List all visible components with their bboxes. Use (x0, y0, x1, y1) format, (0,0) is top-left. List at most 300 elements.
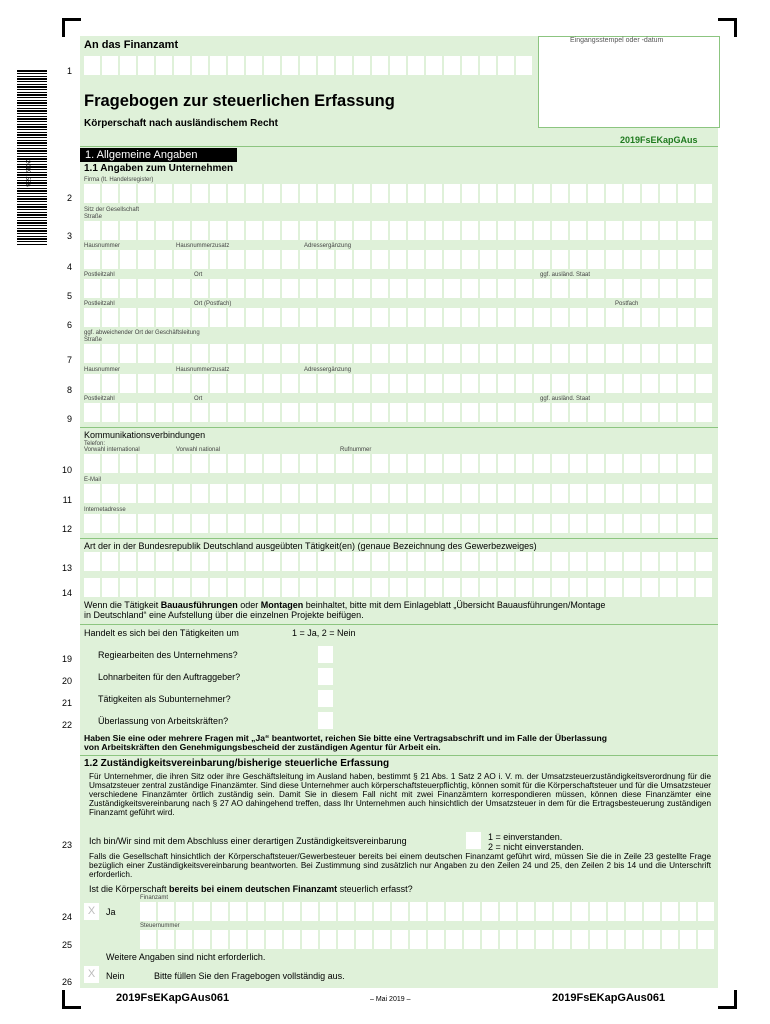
email-char-box[interactable] (84, 484, 100, 503)
abw-plz-ort-char-box[interactable] (534, 403, 550, 422)
abw-plz-ort-char-box[interactable] (588, 403, 604, 422)
firma-char-box[interactable] (318, 184, 334, 203)
plz-ort-char-box[interactable] (156, 279, 172, 298)
finanzamt-name-char-box[interactable] (698, 902, 714, 921)
firma-char-box[interactable] (246, 184, 262, 203)
firma-char-box[interactable] (462, 184, 478, 203)
finanzamt-name-char-box[interactable] (680, 902, 696, 921)
taetigkeit2-char-box[interactable] (588, 578, 604, 597)
telefon-char-box[interactable] (192, 454, 208, 473)
email-char-box[interactable] (570, 484, 586, 503)
steuernummer-char-box[interactable] (338, 930, 354, 949)
finanzamt-char-box[interactable] (282, 56, 298, 75)
taetigkeit2-char-box[interactable] (552, 578, 568, 597)
email-char-box[interactable] (372, 484, 388, 503)
steuernummer-char-box[interactable] (176, 930, 192, 949)
abw-hausnummer-char-box[interactable] (678, 374, 694, 393)
taetigkeit2-char-box[interactable] (678, 578, 694, 597)
strasse-char-box[interactable] (624, 221, 640, 240)
plz-ort-char-box[interactable] (264, 279, 280, 298)
plz-ort-char-box[interactable] (678, 279, 694, 298)
strasse-char-box[interactable] (426, 221, 442, 240)
telefon-char-box[interactable] (354, 454, 370, 473)
strasse-char-box[interactable] (354, 221, 370, 240)
internet-char-box[interactable] (660, 514, 676, 533)
abw-plz-ort-char-box[interactable] (246, 403, 262, 422)
firma-char-box[interactable] (192, 184, 208, 203)
taetigkeit1-char-box[interactable] (354, 552, 370, 571)
abw-hausnummer-char-box[interactable] (462, 374, 478, 393)
strasse-char-box[interactable] (246, 221, 262, 240)
strasse-char-box[interactable] (264, 221, 280, 240)
hausnummer-char-box[interactable] (588, 250, 604, 269)
abw-hausnummer-char-box[interactable] (390, 374, 406, 393)
taetigkeit1-char-box[interactable] (552, 552, 568, 571)
telefon-char-box[interactable] (246, 454, 262, 473)
hausnummer-char-box[interactable] (210, 250, 226, 269)
steuernummer-char-box[interactable] (572, 930, 588, 949)
abw-plz-ort-char-box[interactable] (624, 403, 640, 422)
strasse-char-box[interactable] (462, 221, 478, 240)
steuernummer-char-box[interactable] (302, 930, 318, 949)
email-char-box[interactable] (390, 484, 406, 503)
postfach-char-box[interactable] (408, 308, 424, 327)
plz-ort-char-box[interactable] (642, 279, 658, 298)
firma-char-box[interactable] (174, 184, 190, 203)
abw-plz-ort-char-box[interactable] (498, 403, 514, 422)
hausnummer-char-box[interactable] (696, 250, 712, 269)
finanzamt-char-box[interactable] (390, 56, 406, 75)
abw-plz-ort-char-box[interactable] (372, 403, 388, 422)
plz-ort-char-box[interactable] (570, 279, 586, 298)
abw-plz-ort-char-box[interactable] (336, 403, 352, 422)
finanzamt-char-box[interactable] (462, 56, 478, 75)
abw-strasse-char-box[interactable] (588, 344, 604, 363)
internet-char-box[interactable] (516, 514, 532, 533)
postfach-char-box[interactable] (192, 308, 208, 327)
finanzamt-name-char-box[interactable] (320, 902, 336, 921)
finanzamt-name-char-box[interactable] (590, 902, 606, 921)
strasse-char-box[interactable] (336, 221, 352, 240)
postfach-char-box[interactable] (390, 308, 406, 327)
taetigkeit2-char-box[interactable] (372, 578, 388, 597)
taetigkeit2-char-box[interactable] (426, 578, 442, 597)
finanzamt-char-box[interactable] (156, 56, 172, 75)
abw-plz-ort-char-box[interactable] (462, 403, 478, 422)
abw-strasse-char-box[interactable] (138, 344, 154, 363)
plz-ort-char-box[interactable] (318, 279, 334, 298)
plz-ort-char-box[interactable] (192, 279, 208, 298)
email-char-box[interactable] (606, 484, 622, 503)
postfach-char-box[interactable] (246, 308, 262, 327)
steuernummer-char-box[interactable] (482, 930, 498, 949)
plz-ort-char-box[interactable] (426, 279, 442, 298)
telefon-char-box[interactable] (624, 454, 640, 473)
email-char-box[interactable] (642, 484, 658, 503)
taetigkeit2-char-box[interactable] (102, 578, 118, 597)
abw-hausnummer-char-box[interactable] (120, 374, 136, 393)
postfach-char-box[interactable] (300, 308, 316, 327)
firma-char-box[interactable] (300, 184, 316, 203)
telefon-char-box[interactable] (426, 454, 442, 473)
internet-char-box[interactable] (372, 514, 388, 533)
plz-ort-char-box[interactable] (102, 279, 118, 298)
plz-ort-char-box[interactable] (480, 279, 496, 298)
abw-hausnummer-char-box[interactable] (642, 374, 658, 393)
hausnummer-char-box[interactable] (678, 250, 694, 269)
taetigkeit2-char-box[interactable] (300, 578, 316, 597)
hausnummer-char-box[interactable] (318, 250, 334, 269)
abw-strasse-char-box[interactable] (336, 344, 352, 363)
taetigkeit1-char-box[interactable] (138, 552, 154, 571)
abw-strasse-char-box[interactable] (372, 344, 388, 363)
abw-strasse-char-box[interactable] (660, 344, 676, 363)
plz-ort-char-box[interactable] (624, 279, 640, 298)
plz-ort-char-box[interactable] (552, 279, 568, 298)
hausnummer-char-box[interactable] (624, 250, 640, 269)
taetigkeit1-char-box[interactable] (102, 552, 118, 571)
telefon-char-box[interactable] (84, 454, 100, 473)
finanzamt-char-box[interactable] (84, 56, 100, 75)
finanzamt-name-char-box[interactable] (446, 902, 462, 921)
abw-strasse-char-box[interactable] (300, 344, 316, 363)
finanzamt-name-char-box[interactable] (248, 902, 264, 921)
email-char-box[interactable] (228, 484, 244, 503)
taetigkeit2-char-box[interactable] (624, 578, 640, 597)
plz-ort-char-box[interactable] (498, 279, 514, 298)
postfach-char-box[interactable] (102, 308, 118, 327)
postfach-char-box[interactable] (318, 308, 334, 327)
taetigkeit1-char-box[interactable] (444, 552, 460, 571)
taetigkeit2-char-box[interactable] (606, 578, 622, 597)
hausnummer-char-box[interactable] (246, 250, 262, 269)
taetigkeit1-char-box[interactable] (534, 552, 550, 571)
strasse-char-box[interactable] (480, 221, 496, 240)
abw-hausnummer-char-box[interactable] (696, 374, 712, 393)
postfach-char-box[interactable] (678, 308, 694, 327)
abw-strasse-char-box[interactable] (102, 344, 118, 363)
postfach-char-box[interactable] (264, 308, 280, 327)
internet-char-box[interactable] (588, 514, 604, 533)
taetigkeit1-char-box[interactable] (696, 552, 712, 571)
firma-char-box[interactable] (552, 184, 568, 203)
finanzamt-char-box[interactable] (264, 56, 280, 75)
taetigkeit2-char-box[interactable] (462, 578, 478, 597)
finanzamt-char-box[interactable] (300, 56, 316, 75)
abw-strasse-char-box[interactable] (624, 344, 640, 363)
abw-hausnummer-char-box[interactable] (570, 374, 586, 393)
finanzamt-char-box[interactable] (354, 56, 370, 75)
telefon-char-box[interactable] (480, 454, 496, 473)
abw-strasse-char-box[interactable] (462, 344, 478, 363)
internet-char-box[interactable] (534, 514, 550, 533)
steuernummer-char-box[interactable] (212, 930, 228, 949)
abw-strasse-char-box[interactable] (210, 344, 226, 363)
email-char-box[interactable] (120, 484, 136, 503)
firma-char-box[interactable] (264, 184, 280, 203)
abw-hausnummer-char-box[interactable] (660, 374, 676, 393)
finanzamt-name-char-box[interactable] (284, 902, 300, 921)
internet-char-box[interactable] (156, 514, 172, 533)
finanzamt-name-char-box[interactable] (392, 902, 408, 921)
steuernummer-char-box[interactable] (680, 930, 696, 949)
plz-ort-char-box[interactable] (588, 279, 604, 298)
abw-strasse-char-box[interactable] (606, 344, 622, 363)
taetigkeit1-char-box[interactable] (318, 552, 334, 571)
abw-plz-ort-char-box[interactable] (102, 403, 118, 422)
firma-char-box[interactable] (642, 184, 658, 203)
hausnummer-char-box[interactable] (534, 250, 550, 269)
finanzamt-name-char-box[interactable] (500, 902, 516, 921)
plz-ort-char-box[interactable] (84, 279, 100, 298)
taetigkeit2-char-box[interactable] (444, 578, 460, 597)
plz-ort-char-box[interactable] (228, 279, 244, 298)
strasse-char-box[interactable] (408, 221, 424, 240)
abw-strasse-char-box[interactable] (480, 344, 496, 363)
finanzamt-char-box[interactable] (120, 56, 136, 75)
taetigkeit1-char-box[interactable] (642, 552, 658, 571)
email-char-box[interactable] (624, 484, 640, 503)
email-char-box[interactable] (660, 484, 676, 503)
finanzamt-char-box[interactable] (372, 56, 388, 75)
abw-hausnummer-char-box[interactable] (282, 374, 298, 393)
finanzamt-char-box[interactable] (408, 56, 424, 75)
abw-hausnummer-char-box[interactable] (246, 374, 262, 393)
internet-char-box[interactable] (282, 514, 298, 533)
hausnummer-char-box[interactable] (354, 250, 370, 269)
hausnummer-char-box[interactable] (336, 250, 352, 269)
firma-char-box[interactable] (138, 184, 154, 203)
taetigkeit2-char-box[interactable] (156, 578, 172, 597)
firma-char-box[interactable] (624, 184, 640, 203)
plz-ort-char-box[interactable] (210, 279, 226, 298)
firma-char-box[interactable] (444, 184, 460, 203)
strasse-char-box[interactable] (588, 221, 604, 240)
abw-plz-ort-char-box[interactable] (390, 403, 406, 422)
finanzamt-name-char-box[interactable] (518, 902, 534, 921)
abw-hausnummer-char-box[interactable] (480, 374, 496, 393)
firma-char-box[interactable] (678, 184, 694, 203)
abw-plz-ort-char-box[interactable] (552, 403, 568, 422)
abw-plz-ort-char-box[interactable] (408, 403, 424, 422)
q19-input[interactable] (318, 646, 333, 663)
postfach-char-box[interactable] (228, 308, 244, 327)
strasse-char-box[interactable] (696, 221, 712, 240)
abw-hausnummer-char-box[interactable] (444, 374, 460, 393)
steuernummer-char-box[interactable] (662, 930, 678, 949)
steuernummer-char-box[interactable] (590, 930, 606, 949)
taetigkeit1-char-box[interactable] (84, 552, 100, 571)
abw-plz-ort-char-box[interactable] (120, 403, 136, 422)
abw-hausnummer-char-box[interactable] (318, 374, 334, 393)
firma-char-box[interactable] (282, 184, 298, 203)
finanzamt-name-char-box[interactable] (140, 902, 156, 921)
hausnummer-char-box[interactable] (192, 250, 208, 269)
hausnummer-char-box[interactable] (426, 250, 442, 269)
steuernummer-char-box[interactable] (518, 930, 534, 949)
taetigkeit2-char-box[interactable] (642, 578, 658, 597)
postfach-char-box[interactable] (84, 308, 100, 327)
internet-char-box[interactable] (84, 514, 100, 533)
abw-hausnummer-char-box[interactable] (228, 374, 244, 393)
postfach-char-box[interactable] (156, 308, 172, 327)
taetigkeit1-char-box[interactable] (372, 552, 388, 571)
finanzamt-char-box[interactable] (246, 56, 262, 75)
strasse-char-box[interactable] (516, 221, 532, 240)
telefon-char-box[interactable] (120, 454, 136, 473)
internet-char-box[interactable] (444, 514, 460, 533)
postfach-char-box[interactable] (624, 308, 640, 327)
steuernummer-char-box[interactable] (320, 930, 336, 949)
abw-plz-ort-char-box[interactable] (354, 403, 370, 422)
hausnummer-char-box[interactable] (228, 250, 244, 269)
taetigkeit1-char-box[interactable] (120, 552, 136, 571)
abw-strasse-char-box[interactable] (552, 344, 568, 363)
firma-char-box[interactable] (408, 184, 424, 203)
strasse-char-box[interactable] (552, 221, 568, 240)
q22-input[interactable] (318, 712, 333, 729)
abw-plz-ort-char-box[interactable] (660, 403, 676, 422)
telefon-char-box[interactable] (372, 454, 388, 473)
telefon-char-box[interactable] (642, 454, 658, 473)
plz-ort-char-box[interactable] (282, 279, 298, 298)
internet-char-box[interactable] (192, 514, 208, 533)
postfach-char-box[interactable] (534, 308, 550, 327)
taetigkeit2-char-box[interactable] (228, 578, 244, 597)
firma-char-box[interactable] (390, 184, 406, 203)
abw-plz-ort-char-box[interactable] (678, 403, 694, 422)
postfach-char-box[interactable] (372, 308, 388, 327)
abw-plz-ort-char-box[interactable] (264, 403, 280, 422)
abw-strasse-char-box[interactable] (246, 344, 262, 363)
internet-char-box[interactable] (120, 514, 136, 533)
plz-ort-char-box[interactable] (138, 279, 154, 298)
internet-char-box[interactable] (426, 514, 442, 533)
taetigkeit2-char-box[interactable] (282, 578, 298, 597)
postfach-char-box[interactable] (588, 308, 604, 327)
internet-char-box[interactable] (498, 514, 514, 533)
finanzamt-char-box[interactable] (336, 56, 352, 75)
plz-ort-char-box[interactable] (120, 279, 136, 298)
abw-strasse-char-box[interactable] (678, 344, 694, 363)
email-char-box[interactable] (174, 484, 190, 503)
internet-char-box[interactable] (462, 514, 478, 533)
steuernummer-char-box[interactable] (248, 930, 264, 949)
abw-plz-ort-char-box[interactable] (174, 403, 190, 422)
email-char-box[interactable] (318, 484, 334, 503)
strasse-char-box[interactable] (678, 221, 694, 240)
abw-strasse-char-box[interactable] (426, 344, 442, 363)
hausnummer-char-box[interactable] (120, 250, 136, 269)
strasse-char-box[interactable] (102, 221, 118, 240)
firma-char-box[interactable] (336, 184, 352, 203)
steuernummer-char-box[interactable] (374, 930, 390, 949)
strasse-char-box[interactable] (372, 221, 388, 240)
strasse-char-box[interactable] (318, 221, 334, 240)
steuernummer-char-box[interactable] (644, 930, 660, 949)
internet-char-box[interactable] (408, 514, 424, 533)
taetigkeit1-char-box[interactable] (408, 552, 424, 571)
strasse-char-box[interactable] (300, 221, 316, 240)
steuernummer-char-box[interactable] (446, 930, 462, 949)
finanzamt-char-box[interactable] (318, 56, 334, 75)
email-char-box[interactable] (138, 484, 154, 503)
strasse-char-box[interactable] (570, 221, 586, 240)
abw-hausnummer-char-box[interactable] (84, 374, 100, 393)
taetigkeit1-char-box[interactable] (174, 552, 190, 571)
taetigkeit1-char-box[interactable] (264, 552, 280, 571)
taetigkeit1-char-box[interactable] (390, 552, 406, 571)
internet-char-box[interactable] (678, 514, 694, 533)
steuernummer-char-box[interactable] (536, 930, 552, 949)
email-char-box[interactable] (102, 484, 118, 503)
plz-ort-char-box[interactable] (174, 279, 190, 298)
taetigkeit2-char-box[interactable] (408, 578, 424, 597)
firma-char-box[interactable] (498, 184, 514, 203)
plz-ort-char-box[interactable] (372, 279, 388, 298)
q21-input[interactable] (318, 690, 333, 707)
taetigkeit1-char-box[interactable] (516, 552, 532, 571)
hausnummer-char-box[interactable] (642, 250, 658, 269)
telefon-char-box[interactable] (138, 454, 154, 473)
finanzamt-name-char-box[interactable] (482, 902, 498, 921)
abw-strasse-char-box[interactable] (642, 344, 658, 363)
plz-ort-char-box[interactable] (354, 279, 370, 298)
abw-hausnummer-char-box[interactable] (336, 374, 352, 393)
abw-plz-ort-char-box[interactable] (318, 403, 334, 422)
postfach-char-box[interactable] (138, 308, 154, 327)
q23-input[interactable] (466, 832, 481, 849)
finanzamt-name-char-box[interactable] (572, 902, 588, 921)
strasse-char-box[interactable] (660, 221, 676, 240)
strasse-char-box[interactable] (534, 221, 550, 240)
abw-plz-ort-char-box[interactable] (696, 403, 712, 422)
abw-strasse-char-box[interactable] (228, 344, 244, 363)
steuernummer-char-box[interactable] (356, 930, 372, 949)
internet-char-box[interactable] (174, 514, 190, 533)
finanzamt-name-char-box[interactable] (608, 902, 624, 921)
email-char-box[interactable] (300, 484, 316, 503)
email-char-box[interactable] (480, 484, 496, 503)
firma-char-box[interactable] (84, 184, 100, 203)
internet-char-box[interactable] (390, 514, 406, 533)
taetigkeit2-char-box[interactable] (210, 578, 226, 597)
taetigkeit1-char-box[interactable] (336, 552, 352, 571)
taetigkeit2-char-box[interactable] (534, 578, 550, 597)
strasse-char-box[interactable] (282, 221, 298, 240)
taetigkeit2-char-box[interactable] (192, 578, 208, 597)
finanzamt-name-char-box[interactable] (464, 902, 480, 921)
email-char-box[interactable] (588, 484, 604, 503)
abw-plz-ort-char-box[interactable] (426, 403, 442, 422)
email-char-box[interactable] (156, 484, 172, 503)
abw-hausnummer-char-box[interactable] (588, 374, 604, 393)
abw-hausnummer-char-box[interactable] (156, 374, 172, 393)
abw-strasse-char-box[interactable] (192, 344, 208, 363)
postfach-char-box[interactable] (660, 308, 676, 327)
telefon-char-box[interactable] (408, 454, 424, 473)
taetigkeit2-char-box[interactable] (174, 578, 190, 597)
telefon-char-box[interactable] (588, 454, 604, 473)
abw-hausnummer-char-box[interactable] (138, 374, 154, 393)
taetigkeit1-char-box[interactable] (570, 552, 586, 571)
taetigkeit1-char-box[interactable] (678, 552, 694, 571)
abw-strasse-char-box[interactable] (354, 344, 370, 363)
telefon-char-box[interactable] (210, 454, 226, 473)
taetigkeit2-char-box[interactable] (516, 578, 532, 597)
abw-strasse-char-box[interactable] (498, 344, 514, 363)
abw-plz-ort-char-box[interactable] (516, 403, 532, 422)
